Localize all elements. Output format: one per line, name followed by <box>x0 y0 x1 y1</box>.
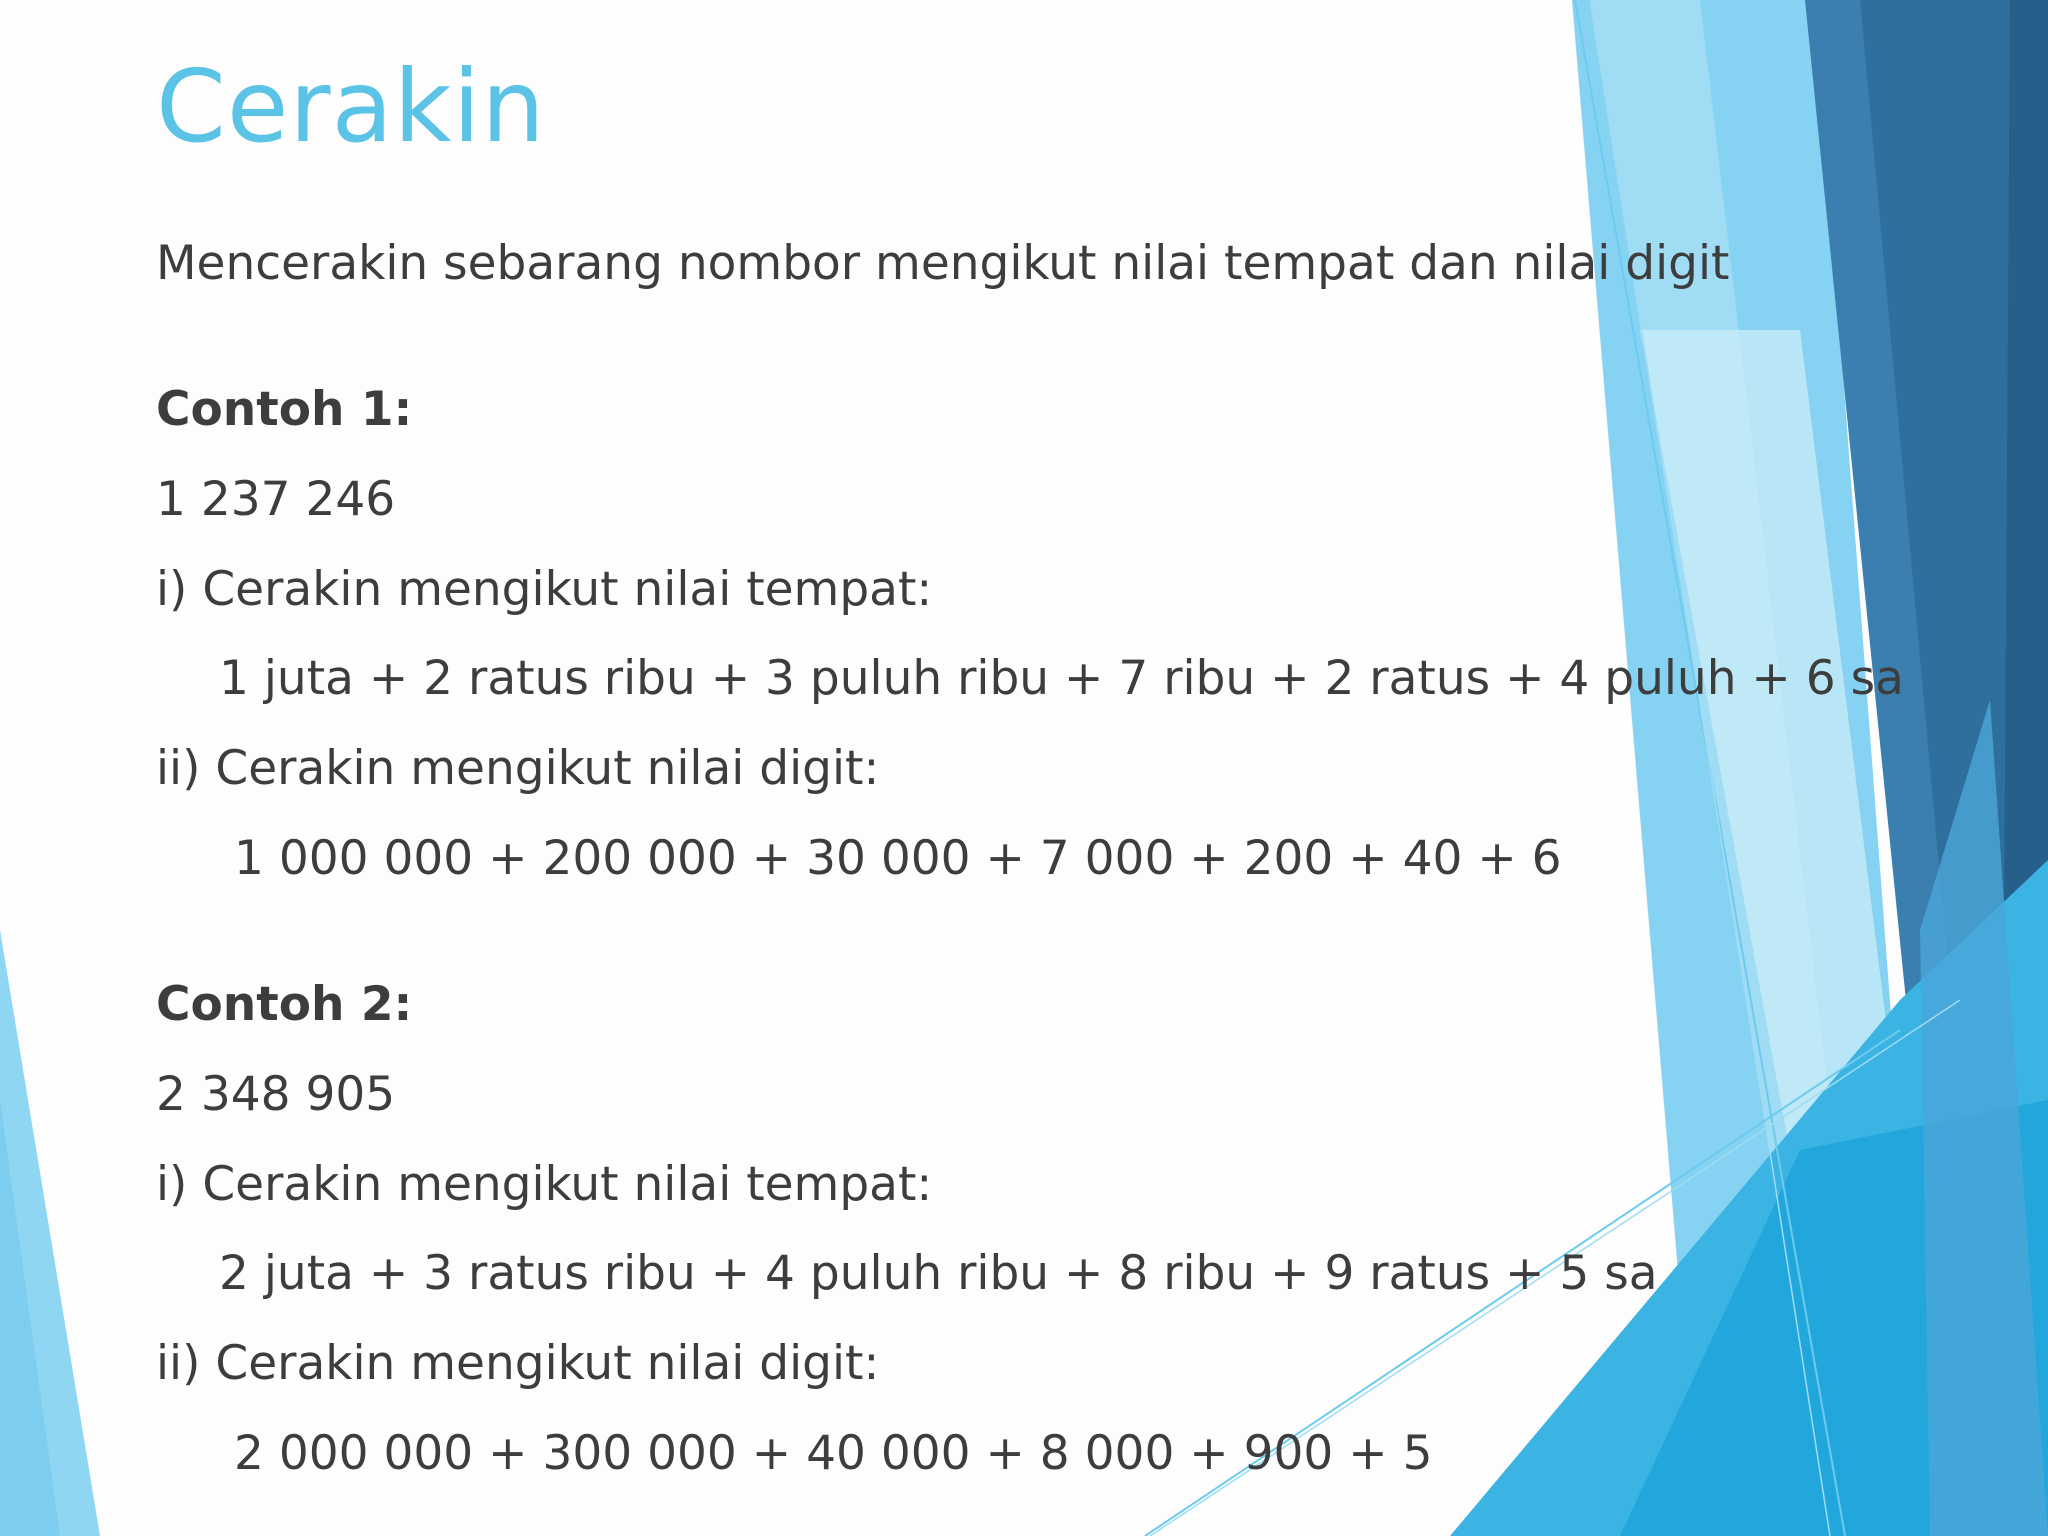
example-1-place-value: 1 juta + 2 ratus ribu + 3 puluh ribu + 7 ribu + 2 ratus + 4 puluh + 6 sa <box>219 651 1904 706</box>
example-1-digit-value-label: ii) Cerakin mengikut nilai digit: <box>156 741 880 796</box>
example-2-number: 2 348 905 <box>156 1067 396 1122</box>
example-1-heading: Contoh 1: <box>156 382 413 437</box>
example-1-digit-value: 1 000 000 + 200 000 + 30 000 + 7 000 + 200 + 40 + 6 <box>234 831 1562 886</box>
slide-subtitle: Mencerakin sebarang nombor mengikut nilai tempat dan nilai digit <box>156 236 1730 291</box>
example-2-heading: Contoh 2: <box>156 977 413 1032</box>
example-2-place-value-label: i) Cerakin mengikut nilai tempat: <box>156 1157 933 1212</box>
slide-title: Cerakin <box>156 48 546 165</box>
example-2-place-value: 2 juta + 3 ratus ribu + 4 puluh ribu + 8 ribu + 9 ratus + 5 sa <box>219 1246 1658 1301</box>
example-2-digit-value: 2 000 000 + 300 000 + 40 000 + 8 000 + 900 + 5 <box>234 1426 1433 1481</box>
example-2-digit-value-label: ii) Cerakin mengikut nilai digit: <box>156 1336 880 1391</box>
example-1-number: 1 237 246 <box>156 472 396 527</box>
example-1-place-value-label: i) Cerakin mengikut nilai tempat: <box>156 562 933 617</box>
